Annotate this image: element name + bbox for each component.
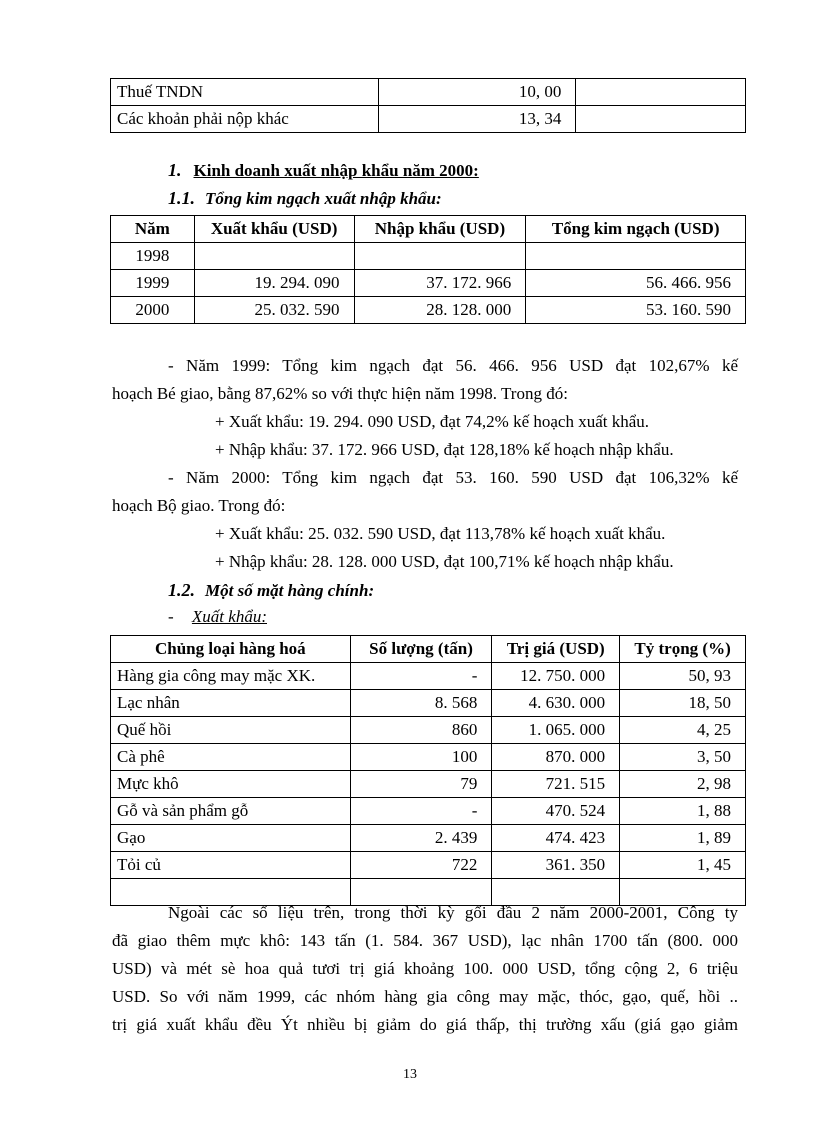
table-cell: 18, 50 xyxy=(620,690,746,717)
table-row xyxy=(111,663,746,690)
table-cell: Quế hồi xyxy=(111,717,351,744)
table-cell: Gỗ và sản phẩm gỗ xyxy=(111,798,351,825)
table-cell: 37. 172. 966 xyxy=(354,270,526,297)
table-cell: Tỏi củ xyxy=(111,852,351,879)
table-cell: Các khoản phải nộp khác xyxy=(111,106,379,133)
table-cell: 50, 93 xyxy=(620,663,746,690)
dash: - xyxy=(168,607,174,626)
table-cell: Mực khô xyxy=(111,771,351,798)
export-label xyxy=(168,607,267,627)
table-cell: 56. 466. 956 xyxy=(526,270,746,297)
table-cell: 1, 45 xyxy=(620,852,746,879)
section-title: Một số mặt hàng chính: xyxy=(205,581,375,600)
table-cell: Hàng gia công may mặc XK. xyxy=(111,663,351,690)
table-cell: 2000 xyxy=(111,297,195,324)
section-number: 1.1. xyxy=(168,188,195,208)
table-cell: 1. 065. 000 xyxy=(492,717,620,744)
paragraph-line: đã giao thêm mực khô: 143 tấn (1. 584. 367 USD), lạc nhân 1700 tấn (800. 000 xyxy=(112,931,738,950)
column-header: Năm xyxy=(111,216,195,243)
section-heading-1-2 xyxy=(168,580,374,601)
table-row xyxy=(111,852,746,879)
table-cell: 10, 00 xyxy=(378,79,576,106)
table-row xyxy=(111,270,746,297)
table-cell: Lạc nhân xyxy=(111,690,351,717)
table-cell xyxy=(111,879,351,906)
bullet-line: + Xuất khẩu: 19. 294. 090 USD, đạt 74,2% kế hoạch xuất khẩu. xyxy=(215,412,650,431)
table-cell: 474. 423 xyxy=(492,825,620,852)
tax-table xyxy=(110,78,746,133)
column-header: Xuất khẩu (USD) xyxy=(194,216,354,243)
column-header: Trị giá (USD) xyxy=(492,636,620,663)
table-cell: 3, 50 xyxy=(620,744,746,771)
paragraph-line: trị giá xuất khẩu đều Ýt nhiều bị giảm do giá thấp, thị trường xấu (giá gạo giảm xyxy=(112,1015,738,1034)
export-label-text: Xuất khẩu: xyxy=(191,607,267,626)
table-cell: 470. 524 xyxy=(492,798,620,825)
table-row xyxy=(111,825,746,852)
table-cell: 2. 439 xyxy=(350,825,492,852)
table-cell: Cà phê xyxy=(111,744,351,771)
table-cell: 1, 88 xyxy=(620,798,746,825)
table-cell: 13, 34 xyxy=(378,106,576,133)
table-cell: 4. 630. 000 xyxy=(492,690,620,717)
column-header: Nhập khẩu (USD) xyxy=(354,216,526,243)
table-cell: 79 xyxy=(350,771,492,798)
paragraph-line: - Năm 1999: Tổng kim ngạch đạt 56. 466. 956 USD đạt 102,67% kế xyxy=(168,356,738,375)
table-cell xyxy=(350,879,492,906)
bullet-line: + Nhập khẩu: 37. 172. 966 USD, đạt 128,18% kế hoạch nhập khẩu. xyxy=(215,440,674,459)
table-row xyxy=(111,243,746,270)
table-cell xyxy=(526,243,746,270)
table-cell: 12. 750. 000 xyxy=(492,663,620,690)
table-cell: 19. 294. 090 xyxy=(194,270,354,297)
table-cell: 722 xyxy=(350,852,492,879)
paragraph-line: USD. So với năm 1999, các nhóm hàng gia công may mặc, thóc, gạo, quế, hồi .. xyxy=(112,987,738,1006)
table-cell: 2, 98 xyxy=(620,771,746,798)
page-number: 13 xyxy=(403,1067,417,1082)
table-row xyxy=(111,798,746,825)
column-header: Tỷ trọng (%) xyxy=(620,636,746,663)
table-cell: 4, 25 xyxy=(620,717,746,744)
table-row xyxy=(111,771,746,798)
table-row xyxy=(111,717,746,744)
table-cell: Gạo xyxy=(111,825,351,852)
section-title: Kinh doanh xuất nhập khẩu năm 2000: xyxy=(193,161,479,180)
table-cell xyxy=(194,243,354,270)
paragraph-line: USD) và mét sè hoa quả tươi trị giá khoảng 100. 000 USD, tổng cộng 2, 6 triệu xyxy=(112,959,738,978)
table-cell: 1998 xyxy=(111,243,195,270)
paragraph-line: hoạch Bé giao, bằng 87,62% so với thực hiện năm 1998. Trong đó: xyxy=(112,384,568,403)
table-cell xyxy=(576,79,746,106)
paragraph-line: hoạch Bộ giao. Trong đó: xyxy=(112,496,286,515)
table-cell: 53. 160. 590 xyxy=(526,297,746,324)
table-header-row xyxy=(111,636,746,663)
table-cell xyxy=(492,879,620,906)
paragraph-line: - Năm 2000: Tổng kim ngạch đạt 53. 160. 590 USD đạt 106,32% kế xyxy=(168,468,738,487)
table-row xyxy=(111,744,746,771)
table-cell: 8. 568 xyxy=(350,690,492,717)
table-row xyxy=(111,106,746,133)
table-cell: 1, 89 xyxy=(620,825,746,852)
bullet-line: + Xuất khẩu: 25. 032. 590 USD, đạt 113,78% kế hoạch xuất khẩu. xyxy=(215,524,666,543)
section-number: 1.2. xyxy=(168,580,195,600)
bullet-line: + Nhập khẩu: 28. 128. 000 USD, đạt 100,71% kế hoạch nhập khẩu. xyxy=(215,552,674,571)
section-title: Tổng kim ngạch xuất nhập khẩu: xyxy=(205,189,442,208)
section-number: 1. xyxy=(168,160,182,180)
table-row xyxy=(111,879,746,906)
table-cell xyxy=(576,106,746,133)
table-header-row xyxy=(111,216,746,243)
table-cell: Thuế TNDN xyxy=(111,79,379,106)
table-cell: - xyxy=(350,663,492,690)
table-cell: - xyxy=(350,798,492,825)
table-row xyxy=(111,690,746,717)
table-cell: 721. 515 xyxy=(492,771,620,798)
table-row xyxy=(111,79,746,106)
column-header: Tổng kim ngạch (USD) xyxy=(526,216,746,243)
table-cell: 28. 128. 000 xyxy=(354,297,526,324)
table-cell xyxy=(354,243,526,270)
table-cell: 870. 000 xyxy=(492,744,620,771)
trade-table xyxy=(110,215,746,324)
section-heading-1 xyxy=(168,160,479,181)
table-cell: 25. 032. 590 xyxy=(194,297,354,324)
table-cell: 361. 350 xyxy=(492,852,620,879)
table-cell: 860 xyxy=(350,717,492,744)
table-cell xyxy=(620,879,746,906)
column-header: Số lượng (tấn) xyxy=(350,636,492,663)
table-cell: 100 xyxy=(350,744,492,771)
table-cell: 1999 xyxy=(111,270,195,297)
goods-table xyxy=(110,635,746,906)
column-header: Chủng loại hàng hoá xyxy=(111,636,351,663)
table-row xyxy=(111,297,746,324)
section-heading-1-1 xyxy=(168,188,442,209)
paragraph-line: Ngoài các số liệu trên, trong thời kỳ gối đầu 2 năm 2000-2001, Công ty xyxy=(168,903,738,922)
